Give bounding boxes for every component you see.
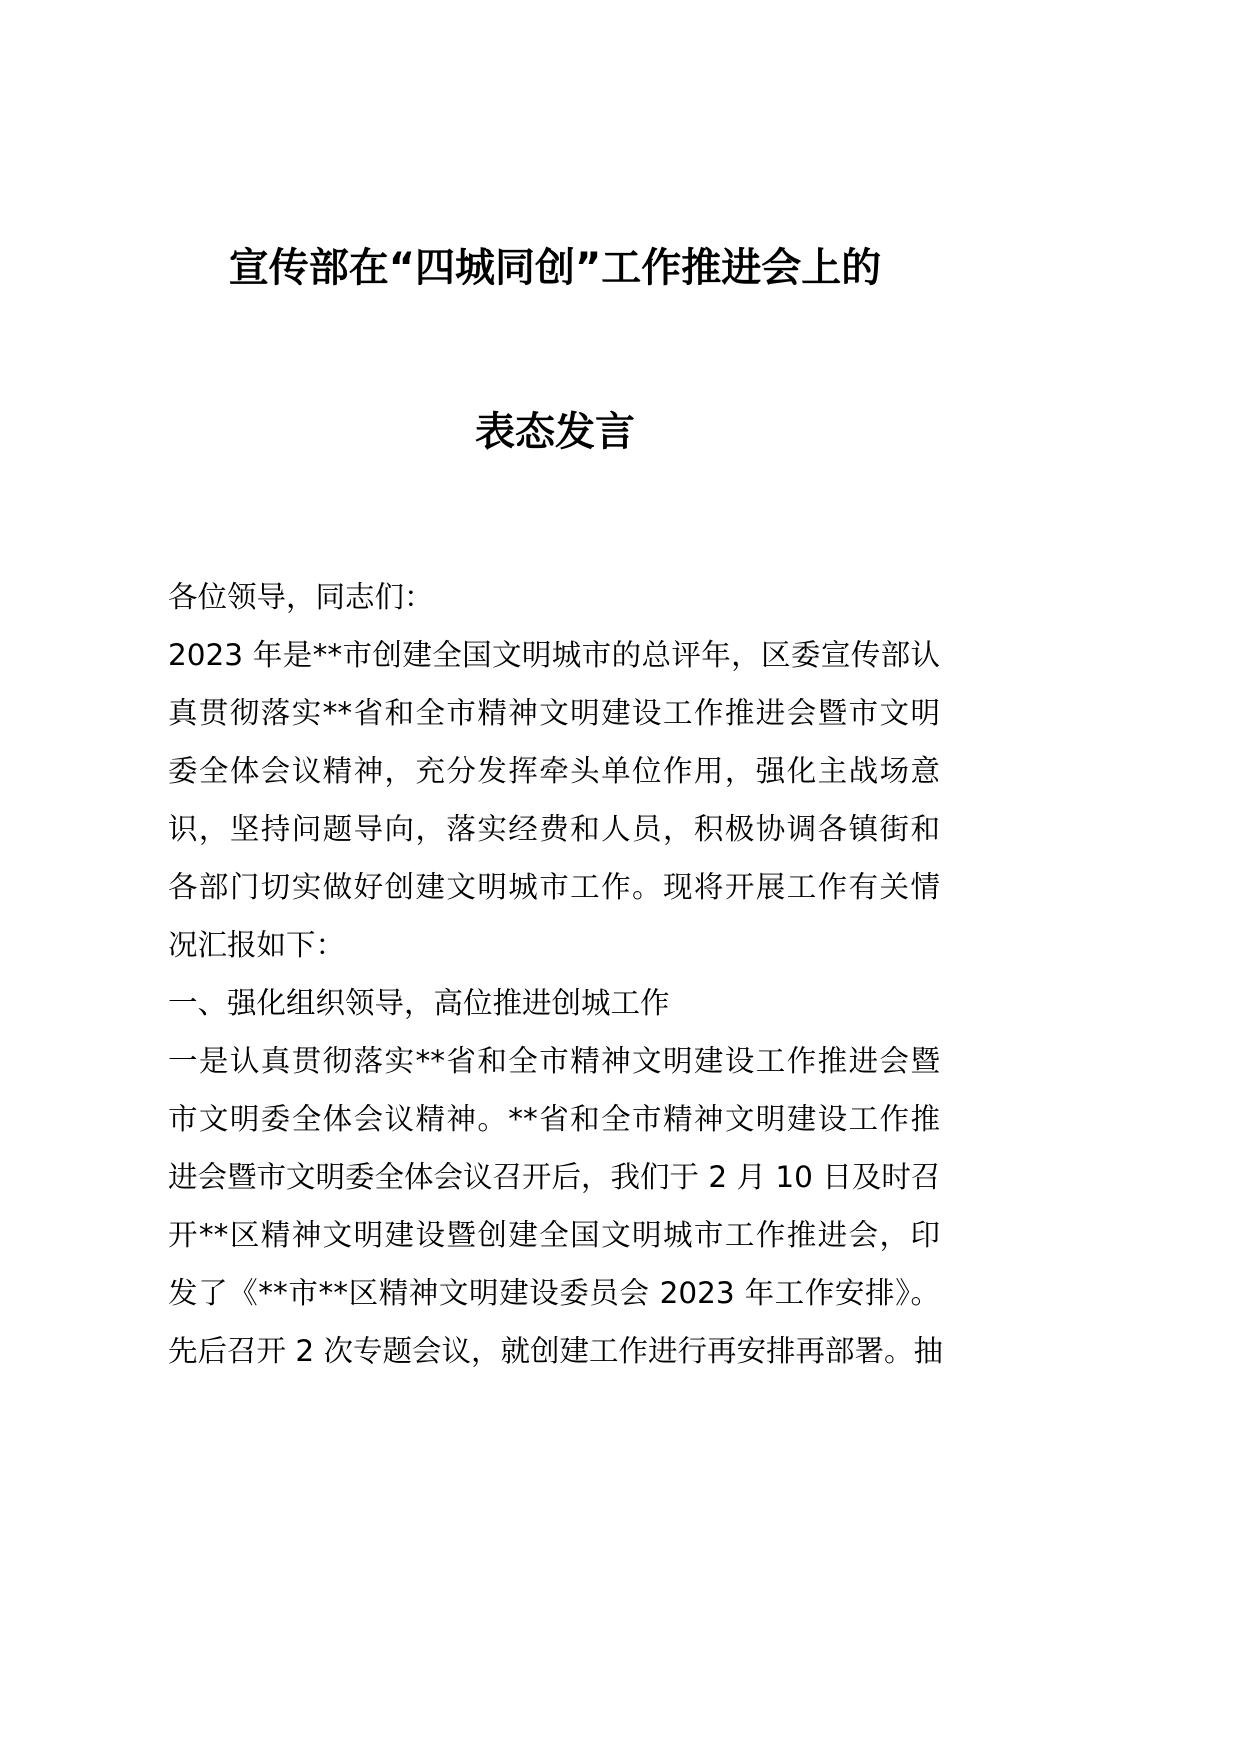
document-title-line-2: 表态发言 xyxy=(475,409,635,455)
document-body xyxy=(168,574,944,1386)
text-line: 2023 年是**市创建全国文明城市的总评年，区委宣传部认 xyxy=(168,638,940,672)
text-line: 委全体会议精神，充分发挥牵头单位作用，强化主战场意 xyxy=(168,754,940,788)
text-line: 一是认真贯彻落实**省和全市精神文明建设工作推进会暨 xyxy=(168,1044,940,1078)
paragraph xyxy=(168,1038,944,1386)
paragraph xyxy=(168,632,940,980)
text-line: 各位领导，同志们： xyxy=(168,580,434,614)
paragraph xyxy=(168,980,940,1038)
text-line: 先后召开 2 次专题会议，就创建工作进行再安排再部署。抽 xyxy=(168,1334,944,1368)
text-line: 发了《**市**区精神文明建设委员会 2023 年工作安排》。 xyxy=(168,1276,940,1310)
text-line: 进会暨市文明委全体会议召开后，我们于 2 月 10 日及时召 xyxy=(168,1160,941,1194)
text-line: 况汇报如下： xyxy=(168,928,346,962)
text-line: 一、强化组织领导，高位推进创城工作 xyxy=(168,986,670,1020)
text-line: 开**区精神文明建设暨创建全国文明城市工作推进会，印 xyxy=(168,1218,940,1252)
text-line: 市文明委全体会议精神。**省和全市精神文明建设工作推 xyxy=(168,1102,940,1136)
text-line: 真贯彻落实**省和全市精神文明建设工作推进会暨市文明 xyxy=(168,696,940,730)
text-line: 识，坚持问题导向，落实经费和人员，积极协调各镇街和 xyxy=(168,812,940,846)
paragraph xyxy=(168,574,940,632)
document-title-line-1: 宣传部在“四城同创”工作推进会上的 xyxy=(228,245,882,291)
text-line: 各部门切实做好创建文明城市工作。现将开展工作有关情 xyxy=(168,870,940,904)
